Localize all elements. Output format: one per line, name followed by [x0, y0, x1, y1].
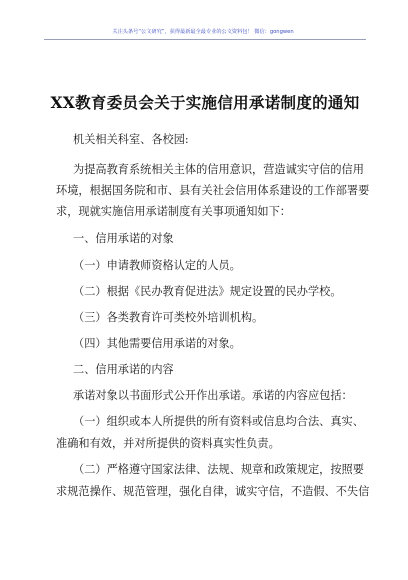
- section-2-item-2-line-2: 求规范操作、规范管理，强化自律，诚实守信，不造假、不失信: [56, 485, 370, 498]
- section-2-item-1-line-2: 准确和有效，并对所提供的资料真实性负责。: [56, 437, 280, 450]
- section-1-heading: 一、信用承诺的对象: [73, 232, 174, 245]
- section-1-item-2: （二）根据《民办教育促进法》规定设置的民办学校。: [73, 285, 342, 298]
- header-note: 关注头条号“公文研究”，获得最新最全最专业的公文资料包！ 微信：gongwen: [112, 29, 294, 35]
- section-2-item-2-line-1: （二）严格遵守国家法律、法规、规章和政策规定，按照要: [73, 463, 364, 476]
- section-1-item-1: （一）申请教师资格认定的人员。: [73, 259, 241, 272]
- section-1-item-4: （四）其他需要信用承诺的对象。: [73, 337, 241, 350]
- section-1-item-3: （三）各类教育许可类校外培训机构。: [73, 311, 264, 324]
- intro-line-2: 环境，根据国务院和市、县有关社会信用体系建设的工作部署要: [56, 184, 370, 197]
- intro-line-3: 求，现就实施信用承诺制度有关事项通知如下：: [56, 205, 291, 218]
- salutation: 机关相关科室、各校园:: [73, 133, 189, 146]
- document-title: XX教育委员会关于实施信用承诺制度的通知: [50, 93, 360, 112]
- section-2-item-1-line-1: （一）组织或本人所提供的所有资料或信息均合法、真实、: [73, 415, 364, 428]
- section-2-intro: 承诺对象以书面形式公开作出承诺。承诺的内容应包括：: [73, 389, 353, 402]
- header-divider: [44, 39, 366, 40]
- section-2-heading: 二、信用承诺的内容: [73, 363, 174, 376]
- intro-line-1: 为提高教育系统相关主体的信用意识，营造诚实守信的信用: [73, 163, 364, 176]
